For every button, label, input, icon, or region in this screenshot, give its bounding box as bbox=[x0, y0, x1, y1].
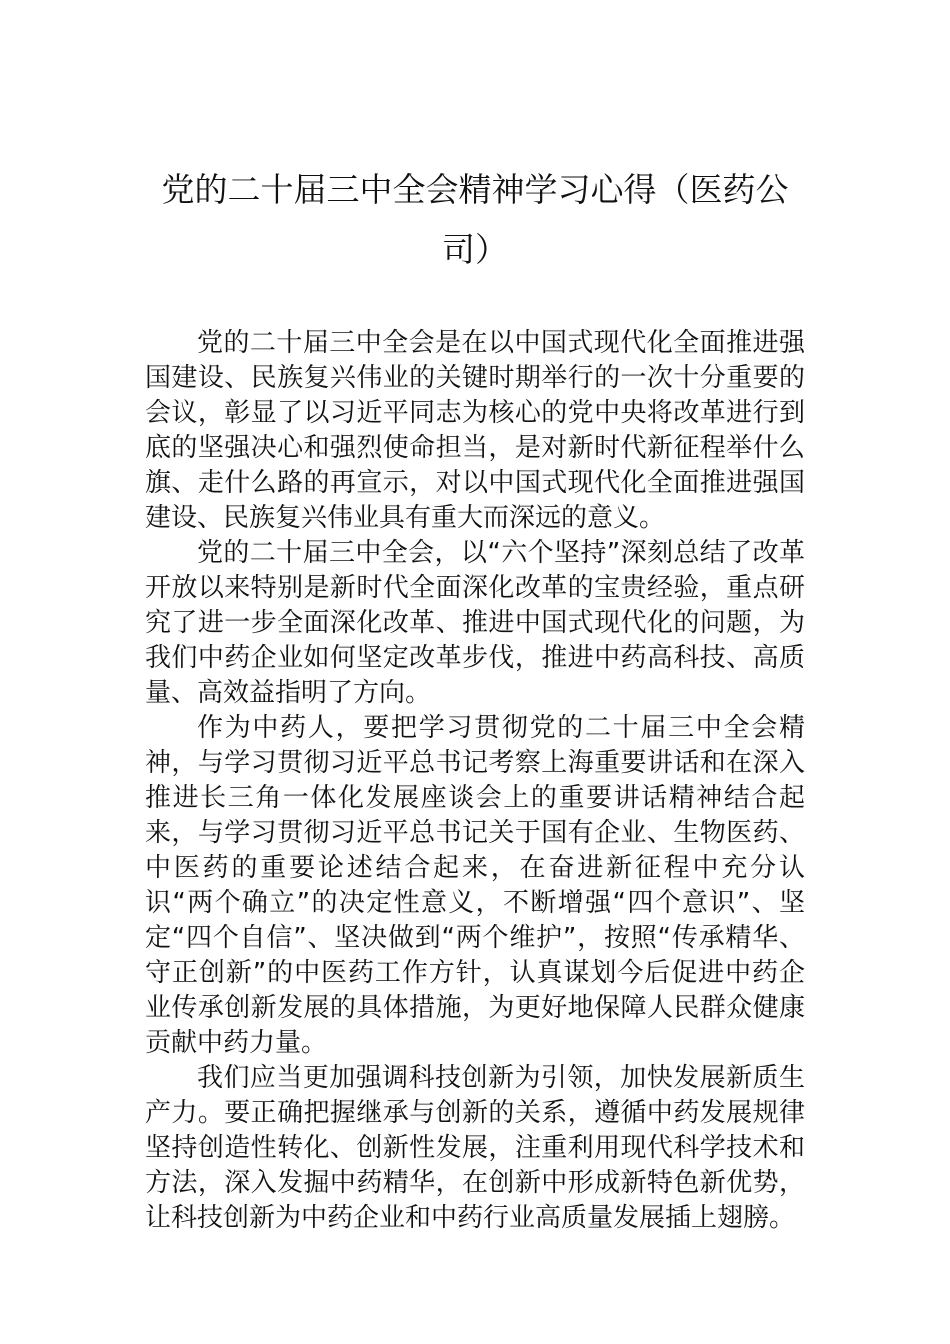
document-title: 党的二十届三中全会精神学习心得（医药公司） bbox=[161, 170, 789, 269]
document-body bbox=[145, 326, 805, 1236]
paragraph-3: 作为中药人，要把学习贯彻党的二十届三中全会精神，与学习贯彻习近平总书记考察上海重要讲话和在深入推进长三角一体化发展座谈会上的重要讲话精神结合起来，与学习贯彻习近平总书记关于国有企业、生物医药、中医药的重要论述结合起来，在奋进新征程中充分认识“两个确立”的决定性意义，不断增强“四个意识”、坚定“四个自信”、坚决做到“两个维护”，按照“传承精华、守正创新”的中医药工作方针，认真谋划今后促进中药企业传承创新发展的具体措施，为更好地保障人民群众健康贡献中药力量。 bbox=[145, 713, 805, 1058]
paragraph-2: 党的二十届三中全会，以“六个坚持”深刻总结了改革开放以来特别是新时代全面深化改革的宝贵经验，重点研究了进一步全面深化改革、推进中国式现代化的问题，为我们中药企业如何坚定改革步伐，推进中药高科技、高质量、高效益指明了方向。 bbox=[145, 538, 805, 708]
paragraph-1: 党的二十届三中全会是在以中国式现代化全面推进强国建设、民族复兴伟业的关键时期举行的一次十分重要的会议，彰显了以习近平同志为核心的党中央将改革进行到底的坚强决心和强烈使命担当，是对新时代新征程举什么旗、走什么路的再宣示，对以中国式现代化全面推进强国建设、民族复兴伟业具有重大而深远的意义。 bbox=[145, 328, 805, 533]
paragraph-4: 我们应当更加强调科技创新为引领，加快发展新质生产力。要正确把握继承与创新的关系，遵循中药发展规律坚持创造性转化、创新性发展，注重利用现代科学技术和方法，深入发掘中药精华，在创新中形成新特色新优势，让科技创新为中药企业和中药行业高质量发展插上翅膀。 bbox=[145, 1063, 805, 1233]
